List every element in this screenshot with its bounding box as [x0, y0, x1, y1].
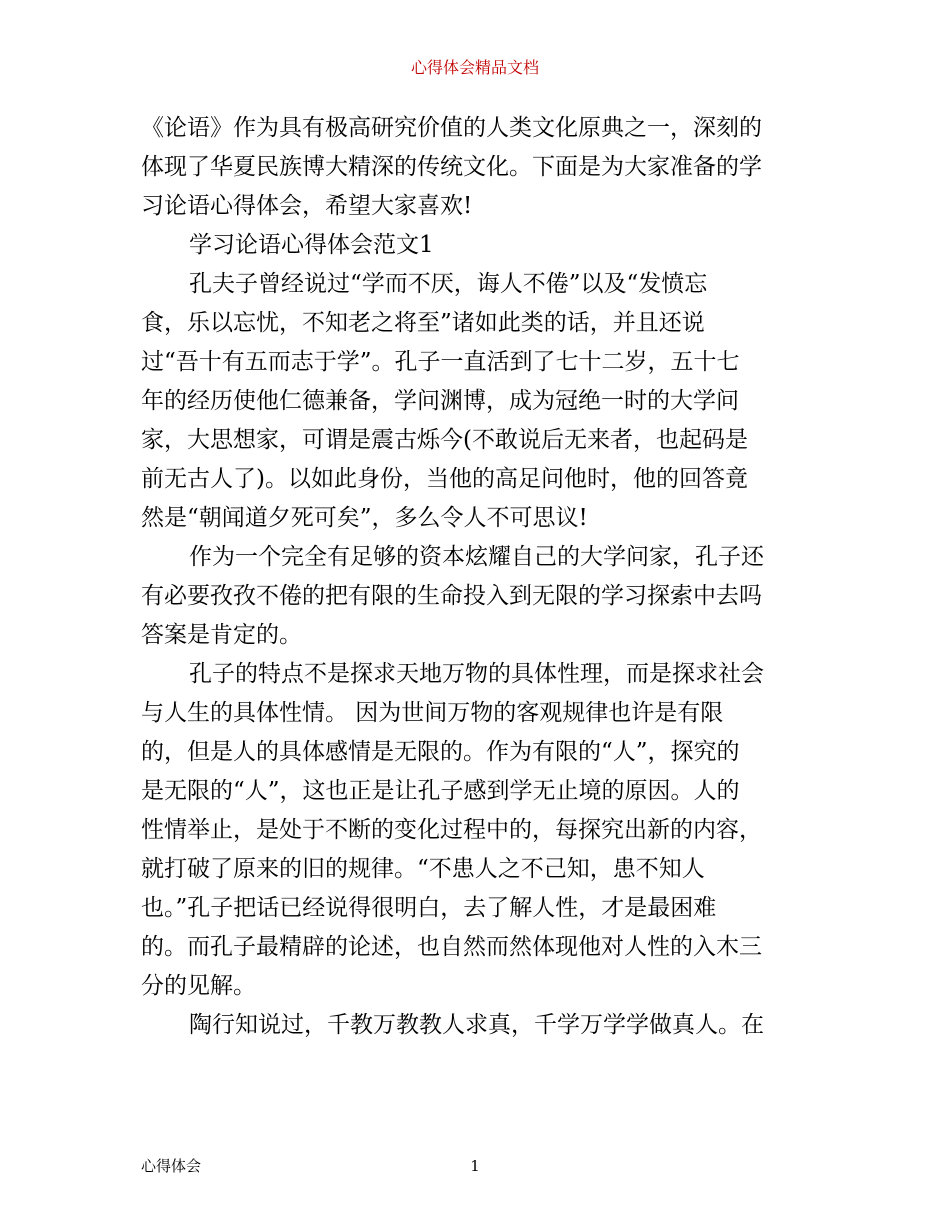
body-line: 有必要孜孜不倦的把有限的生命投入到无限的学习探索中去吗 [141, 583, 762, 609]
body-line: 是无限的“人”，这也正是让孔子感到学无止境的原因。人的 [141, 778, 740, 804]
section-heading: 学习论语心得体会范文1 [189, 232, 434, 258]
body-line: 的。而孔子最精辟的论述，也自然而然体现他对人性的入木三 [141, 934, 762, 960]
body-line: 食，乐以忘忧，不知老之将至”诸如此类的话，并且还说 [141, 310, 705, 336]
body-line: 《论语》作为具有极高研究价值的人类文化原典之一，深刻的 [141, 115, 762, 141]
body-line: 性情举止，是处于不断的变化过程中的，每探究出新的内容， [141, 817, 762, 843]
body-line: 然是“朝闻道夕死可矣”，多么令人不可思议! [141, 505, 588, 531]
body-line: 陶行知说过，千教万教教人求真，千学万学学做真人。在 [189, 1012, 764, 1038]
document-body [141, 109, 813, 1045]
body-line: 年的经历使他仁德兼备，学问渊博，成为冠绝一时的大学问 [141, 388, 739, 414]
document-header: 心得体会精品文档 [410, 58, 539, 77]
body-line: 答案是肯定的。 [141, 622, 302, 648]
body-line: 前无古人了)。以如此身份，当他的高足问他时，他的回答竟 [141, 466, 748, 492]
body-line: 过“吾十有五而志于学”。孔子一直活到了七十二岁，五十七 [141, 349, 740, 375]
body-line: 孔夫子曾经说过“学而不厌，诲人不倦”以及“发愤忘 [189, 271, 708, 297]
body-line: 与人生的具体性情。 因为世间万物的客观规律也许是有限 [141, 700, 724, 726]
page-number: 1 [470, 1157, 480, 1175]
body-line: 孔子的特点不是探求天地万物的具体性理，而是探求社会 [189, 661, 764, 687]
body-line: 家，大思想家，可谓是震古烁今(不敢说后无来者，也起码是 [141, 427, 748, 453]
body-line: 作为一个完全有足够的资本炫耀自己的大学问家，孔子还 [189, 544, 764, 570]
body-line: 体现了华夏民族博大精深的传统文化。下面是为大家准备的学 [141, 154, 762, 180]
body-line: 习论语心得体会，希望大家喜欢! [141, 193, 473, 219]
body-line: 的，但是人的具体感情是无限的。作为有限的“人”，探究的 [141, 739, 740, 765]
body-line: 分的见解。 [141, 973, 256, 999]
footer-label: 心得体会 [141, 1157, 202, 1175]
body-line: 就打破了原来的旧的规律。“不患人之不己知，患不知人 [141, 856, 705, 882]
body-line: 也。”孔子把话已经说得很明白，去了解人性，才是最困难 [141, 895, 717, 921]
